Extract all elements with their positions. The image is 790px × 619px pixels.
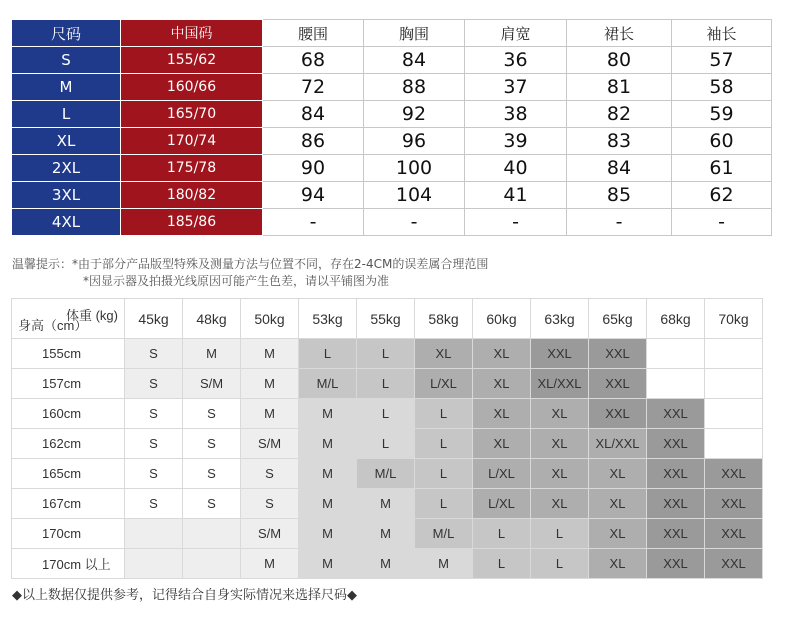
recommend-size-cell <box>705 399 763 429</box>
recommend-size-cell: XL <box>415 339 473 369</box>
recommend-size-cell: XL <box>589 489 647 519</box>
tips-line-2: *因显示器及拍摄光线原因可能产生色差，请以平铺图为准 <box>83 274 390 288</box>
measure-cell: 88 <box>364 74 465 101</box>
recommend-size-cell: XXL <box>647 459 705 489</box>
recommend-size-cell <box>647 369 705 399</box>
weight-header-cell: 55kg <box>357 299 415 339</box>
size-cell: L <box>12 101 121 128</box>
tips-note <box>12 256 488 290</box>
measure-cell: 61 <box>672 155 772 182</box>
measure-cell: 58 <box>672 74 772 101</box>
height-cell: 155cm <box>12 339 125 369</box>
weight-header-cell: 65kg <box>589 299 647 339</box>
recommend-size-cell: L <box>415 429 473 459</box>
height-row <box>12 519 763 549</box>
height-row <box>12 459 763 489</box>
cn-size-cell: 175/78 <box>121 155 263 182</box>
recommend-size-cell: XL <box>473 339 531 369</box>
measure-cell: 80 <box>567 47 672 74</box>
recommend-size-cell <box>705 339 763 369</box>
recommend-size-cell: XL <box>473 399 531 429</box>
cn-size-cell: 170/74 <box>121 128 263 155</box>
cn-size-cell: 165/70 <box>121 101 263 128</box>
recommend-size-cell: L <box>531 549 589 579</box>
measure-cell: 84 <box>263 101 364 128</box>
cn-size-cell: 180/82 <box>121 182 263 209</box>
recommend-size-cell: XL <box>589 459 647 489</box>
recommend-size-cell: XXL <box>647 399 705 429</box>
weight-header-cell: 53kg <box>299 299 357 339</box>
recommend-size-cell: S <box>125 339 183 369</box>
height-cell: 162cm <box>12 429 125 459</box>
recommend-size-cell: M <box>299 549 357 579</box>
recommend-size-cell: S <box>241 459 299 489</box>
measure-cell: - <box>263 209 364 236</box>
recommend-size-cell: XXL <box>705 549 763 579</box>
recommend-size-cell: L/XL <box>473 489 531 519</box>
recommend-size-cell: XXL <box>647 429 705 459</box>
size-cell: XL <box>12 128 121 155</box>
header-cell: 尺码 <box>12 20 121 47</box>
recommend-size-cell: XXL <box>531 339 589 369</box>
height-cell: 167cm <box>12 489 125 519</box>
recommend-size-cell: XXL <box>589 369 647 399</box>
recommend-size-cell: M <box>241 549 299 579</box>
weight-header-cell: 58kg <box>415 299 473 339</box>
header-cell: 袖长 <box>672 20 772 47</box>
cn-size-cell: 160/66 <box>121 74 263 101</box>
measure-cell: 68 <box>263 47 364 74</box>
recommend-size-cell: L <box>473 519 531 549</box>
recommend-size-cell: XXL <box>705 489 763 519</box>
recommend-size-cell: XL <box>473 429 531 459</box>
recommend-size-cell: XL <box>531 399 589 429</box>
weight-header-cell: 68kg <box>647 299 705 339</box>
size-table-row <box>12 74 772 101</box>
size-cell: 2XL <box>12 155 121 182</box>
measure-cell: - <box>567 209 672 236</box>
height-cell: 160cm <box>12 399 125 429</box>
measure-cell: 84 <box>567 155 672 182</box>
height-cell: 157cm <box>12 369 125 399</box>
recommend-size-cell: M <box>241 369 299 399</box>
recommend-size-cell: XL/XXL <box>589 429 647 459</box>
height-row <box>12 369 763 399</box>
recommend-size-cell: L <box>299 339 357 369</box>
measure-cell: 81 <box>567 74 672 101</box>
cn-size-cell: 185/86 <box>121 209 263 236</box>
recommend-size-cell: S <box>241 489 299 519</box>
recommend-size-cell: M/L <box>415 519 473 549</box>
measure-cell: 100 <box>364 155 465 182</box>
recommend-size-cell: M <box>241 339 299 369</box>
recommend-size-cell: XL <box>589 549 647 579</box>
recommend-size-cell: XL <box>531 459 589 489</box>
header-cell: 中国码 <box>121 20 263 47</box>
recommend-size-cell <box>647 339 705 369</box>
recommend-size-cell: S/M <box>241 429 299 459</box>
size-table-row <box>12 155 772 182</box>
recommend-size-cell: L <box>531 519 589 549</box>
recommend-size-cell: L <box>357 429 415 459</box>
recommend-size-cell <box>183 519 241 549</box>
recommend-size-cell: XL <box>531 489 589 519</box>
measure-cell: 85 <box>567 182 672 209</box>
cn-size-cell: 155/62 <box>121 47 263 74</box>
recommend-size-cell: L/XL <box>473 459 531 489</box>
size-table-row <box>12 101 772 128</box>
height-cell: 165cm <box>12 459 125 489</box>
recommend-size-cell: M/L <box>299 369 357 399</box>
recommend-size-cell: XXL <box>589 339 647 369</box>
recommend-size-cell: XL <box>531 429 589 459</box>
weight-header-cell: 48kg <box>183 299 241 339</box>
weight-header-cell: 70kg <box>705 299 763 339</box>
recommend-size-cell: XXL <box>589 399 647 429</box>
weight-header-row <box>12 299 763 339</box>
recommend-size-cell: XXL <box>647 519 705 549</box>
height-label: 身高（cm） <box>18 318 88 333</box>
recommend-size-cell: S <box>183 489 241 519</box>
recommend-size-cell: XL <box>473 369 531 399</box>
header-cell: 腰围 <box>263 20 364 47</box>
tips-line-1: 温馨提示：*由于部分产品版型特殊及测量方法与位置不同，存在2-4CM的误差属合理范围 <box>12 257 489 271</box>
recommend-size-cell: XXL <box>705 519 763 549</box>
recommend-size-cell <box>125 549 183 579</box>
footer-note: ◆以上数据仅提供参考，记得结合自身实际情况来选择尺码◆ <box>12 588 357 603</box>
size-table-header-row <box>12 20 772 47</box>
measure-cell: 62 <box>672 182 772 209</box>
recommend-size-cell: M <box>299 459 357 489</box>
height-cell: 170cm 以上 <box>12 549 125 579</box>
recommend-size-cell: L <box>415 459 473 489</box>
size-cell: 3XL <box>12 182 121 209</box>
measure-cell: 60 <box>672 128 772 155</box>
recommend-size-cell: M <box>415 549 473 579</box>
measure-cell: 86 <box>263 128 364 155</box>
recommend-size-cell <box>125 519 183 549</box>
recommend-size-cell: S <box>183 459 241 489</box>
height-cell: 170cm <box>12 519 125 549</box>
recommend-size-cell: S <box>183 399 241 429</box>
size-table-row <box>12 182 772 209</box>
size-chart-table <box>11 19 772 236</box>
recommend-size-cell: S/M <box>241 519 299 549</box>
size-table-row <box>12 47 772 74</box>
recommend-size-cell <box>705 429 763 459</box>
recommend-size-cell: XXL <box>705 459 763 489</box>
height-row <box>12 399 763 429</box>
size-cell: S <box>12 47 121 74</box>
recommend-size-cell: M <box>183 339 241 369</box>
recommend-size-cell <box>183 549 241 579</box>
recommend-size-cell: L <box>415 399 473 429</box>
header-cell: 肩宽 <box>465 20 567 47</box>
recommend-size-cell: M <box>299 399 357 429</box>
recommend-size-cell: XXL <box>647 549 705 579</box>
recommend-size-cell: M <box>357 519 415 549</box>
recommend-size-cell: M <box>299 429 357 459</box>
weight-header-cell: 63kg <box>531 299 589 339</box>
header-cell: 裙长 <box>567 20 672 47</box>
recommend-size-cell: M <box>299 519 357 549</box>
recommend-size-cell: M <box>299 489 357 519</box>
recommend-size-cell: S <box>125 429 183 459</box>
measure-cell: 36 <box>465 47 567 74</box>
weight-header-cell: 45kg <box>125 299 183 339</box>
measure-cell: 96 <box>364 128 465 155</box>
recommend-size-cell <box>705 369 763 399</box>
recommend-size-cell: L/XL <box>415 369 473 399</box>
recommend-size-cell: XXL <box>647 489 705 519</box>
recommend-size-cell: S/M <box>183 369 241 399</box>
header-cell: 胸围 <box>364 20 465 47</box>
measure-cell: 84 <box>364 47 465 74</box>
corner-cell <box>12 299 125 339</box>
height-row <box>12 339 763 369</box>
weight-header-cell: 60kg <box>473 299 531 339</box>
measure-cell: 37 <box>465 74 567 101</box>
recommend-size-cell: M <box>357 549 415 579</box>
recommend-size-cell: S <box>125 489 183 519</box>
recommend-size-cell: S <box>125 459 183 489</box>
height-row <box>12 549 763 579</box>
measure-cell: 92 <box>364 101 465 128</box>
measure-cell: 38 <box>465 101 567 128</box>
height-row <box>12 429 763 459</box>
size-table-row <box>12 209 772 236</box>
recommend-size-cell: L <box>357 339 415 369</box>
measure-cell: 40 <box>465 155 567 182</box>
recommend-size-cell: S <box>125 399 183 429</box>
size-cell: M <box>12 74 121 101</box>
recommend-size-cell: S <box>183 429 241 459</box>
recommend-size-cell: XL/XXL <box>531 369 589 399</box>
recommend-size-cell: L <box>357 369 415 399</box>
recommend-size-cell: M <box>357 489 415 519</box>
measure-cell: - <box>364 209 465 236</box>
measure-cell: 104 <box>364 182 465 209</box>
measure-cell: 94 <box>263 182 364 209</box>
measure-cell: 72 <box>263 74 364 101</box>
measure-cell: - <box>465 209 567 236</box>
weight-header-cell: 50kg <box>241 299 299 339</box>
size-cell: 4XL <box>12 209 121 236</box>
recommend-size-cell: M <box>241 399 299 429</box>
recommend-size-cell: L <box>415 489 473 519</box>
measure-cell: 83 <box>567 128 672 155</box>
measure-cell: 41 <box>465 182 567 209</box>
measure-cell: 39 <box>465 128 567 155</box>
height-weight-table <box>11 298 763 579</box>
weight-label: 体重 (kg) <box>65 308 118 323</box>
recommend-size-cell: XL <box>589 519 647 549</box>
measure-cell: 82 <box>567 101 672 128</box>
recommend-size-cell: L <box>473 549 531 579</box>
recommend-size-cell: M/L <box>357 459 415 489</box>
size-table-row <box>12 128 772 155</box>
measure-cell: 59 <box>672 101 772 128</box>
measure-cell: 57 <box>672 47 772 74</box>
recommend-size-cell: S <box>125 369 183 399</box>
recommend-size-cell: L <box>357 399 415 429</box>
measure-cell: - <box>672 209 772 236</box>
height-row <box>12 489 763 519</box>
measure-cell: 90 <box>263 155 364 182</box>
